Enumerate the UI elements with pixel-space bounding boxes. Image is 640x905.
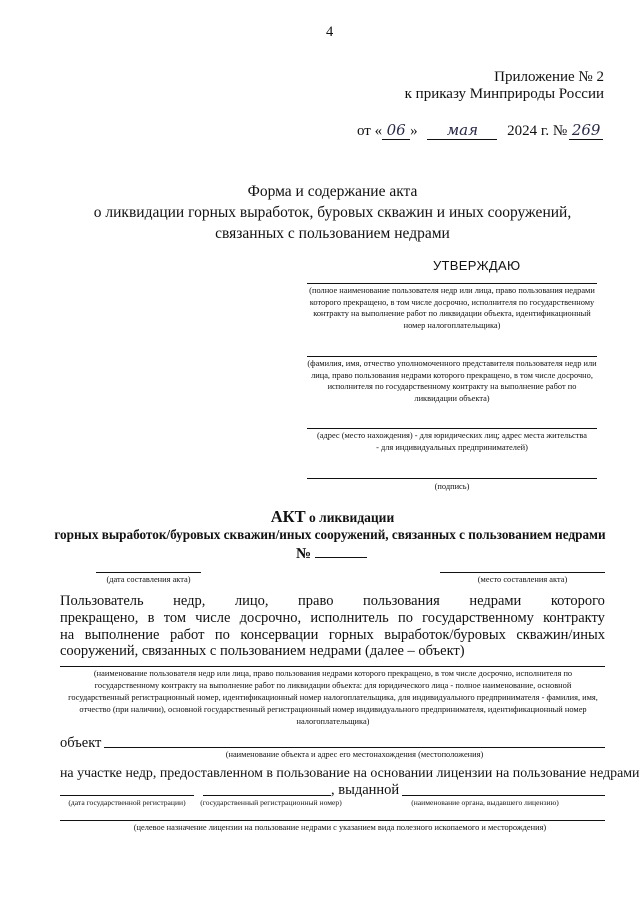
paragraph-word: в: [147, 610, 155, 626]
approve-caption-2: (фамилия, имя, отчество уполномоченного представителя пользователя недр или лица, право пользования недрами которого прекращено, в том числе досрочно, исполнителя по государственному контракту на выполнение работ по ликвидации объекта): [307, 359, 597, 403]
signature-line: [307, 478, 597, 479]
paragraph-word: государственному: [422, 610, 534, 626]
object-caption: (наименование объекта и адрес его местонахождения (местоположения): [225, 750, 484, 759]
approve-caption-3: (адрес (место нахождения) - для юридических лиц; адрес места жительства - для индивидуальных предпринимателей): [317, 431, 587, 452]
paragraph-line-3: [60, 627, 605, 644]
approve-line-2: [307, 356, 597, 357]
form-title-line1: Форма и содержание акта: [247, 183, 418, 200]
order-month: мая: [427, 121, 497, 140]
act-subheading: горных выработок/буровых скважин/иных сооружений, связанных с пользованием недрами: [54, 527, 606, 542]
approve-caption-1: (полное наименование пользователя недр или лица, право пользования недрами которого прекращено, в том числе досрочно, исполнителя по государственному контракту на выполнение работ по ликвидации объекта, идентификационный номер налогоплательщика): [309, 286, 595, 330]
issuer-caption: (наименование органа, выдавшего лицензию): [411, 798, 559, 807]
approve-line-1: [307, 283, 597, 284]
act-number-label: №: [296, 546, 312, 562]
act-heading: [60, 507, 605, 527]
order-label: к приказу Минприроды России: [404, 86, 604, 102]
paragraph-word: Пользователь: [60, 593, 144, 609]
order-date-line: [357, 121, 603, 140]
reg-date-caption: (дата государственной регистрации): [68, 798, 186, 807]
paragraph-word: пользования: [362, 593, 440, 609]
purpose-caption: (целевое назначение лицензии на пользование недрами с указанием вида полезного ископаемого и месторождения): [133, 823, 547, 832]
form-title: [60, 181, 605, 244]
paragraph-word: контракту: [543, 610, 605, 626]
paragraph-word: по: [214, 627, 230, 643]
act-place-caption: (место составления акта): [477, 575, 568, 584]
paragraph-line-1: [60, 593, 605, 610]
act-number-blank: [315, 545, 367, 558]
quote-close: »: [410, 123, 418, 139]
paragraph-word: лицо,: [234, 593, 269, 609]
reg-number-line: [203, 795, 331, 796]
issued-label: , выданной: [331, 782, 400, 798]
paragraph-word: досрочно,: [239, 610, 302, 626]
paragraph-word: числе: [195, 610, 231, 626]
page-number: 4: [326, 24, 334, 40]
order-year-label: 2024 г. №: [507, 123, 568, 139]
object-label: объект: [60, 735, 102, 751]
paragraph-word: том: [163, 610, 187, 626]
order-number: 269: [569, 121, 603, 140]
paragraph-word: которого: [550, 593, 605, 609]
paragraph-word: прекращено,: [60, 610, 139, 626]
paragraph-word: консервации: [240, 627, 319, 643]
date-prefix: от «: [357, 123, 383, 139]
user-caption: (наименование пользователя недр или лица, право пользования недрами которого прекращено, в том числе досрочно, исполнителя по государственному контракту на выполнение работ по ликвидации объекта: для юридического лица - полное наименование, основной государственный регистрационный номер, идентификационный номер налогоплательщика, для индивидуального предпринимателя - фамилия, имя, отчество (при наличии), основной государственный регистрационный номер индивидуального предпринимателя, идентификационный номер налогоплательщика): [68, 669, 598, 726]
paragraph-word: горных: [328, 627, 374, 643]
paragraph-word: по: [397, 610, 413, 626]
purpose-line: [60, 820, 605, 821]
issuer-line: [402, 795, 605, 796]
license-line: на участке недр, предоставленном в пользование на основании лицензии на пользование недрами: [60, 766, 640, 781]
form-title-line2: о ликвидации горных выработок, буровых скважин и иных сооружений,: [93, 204, 572, 221]
user-line: [60, 666, 605, 667]
paragraph-word: на: [60, 627, 75, 643]
reg-date-line: [60, 795, 194, 796]
approve-label: УТВЕРЖДАЮ: [433, 258, 521, 273]
reg-number-caption: (государственный регистрационный номер): [200, 798, 342, 807]
paragraph-word: работ: [169, 627, 205, 643]
act-date-line: [96, 572, 201, 573]
appendix-label: Приложение № 2: [494, 69, 604, 85]
act-heading-tail: о ликвидации: [305, 510, 395, 525]
object-line: [104, 747, 605, 748]
signature-caption: (подпись): [434, 482, 470, 491]
act-date-caption: (дата составления акта): [106, 575, 191, 584]
approve-line-3: [307, 428, 597, 429]
paragraph-word: выработок/буровых: [384, 627, 506, 643]
order-day: 06: [382, 121, 410, 140]
paragraph-word: право: [298, 593, 334, 609]
paragraph-word: недрами: [469, 593, 522, 609]
paragraph-word: недр,: [173, 593, 206, 609]
paragraph-line-4: сооружений, связанных с пользованием недрами (далее – объект): [60, 643, 465, 659]
form-title-line3: связанных с пользованием недрами: [215, 225, 450, 242]
act-place-line: [440, 572, 605, 573]
act-heading-main: АКТ: [270, 507, 306, 526]
paragraph-word: исполнитель: [310, 610, 389, 626]
paragraph-line-2: [60, 610, 605, 627]
paragraph-word: скважин/иных: [516, 627, 605, 643]
paragraph-word: выполнение: [84, 627, 160, 643]
act-number: [296, 545, 367, 563]
